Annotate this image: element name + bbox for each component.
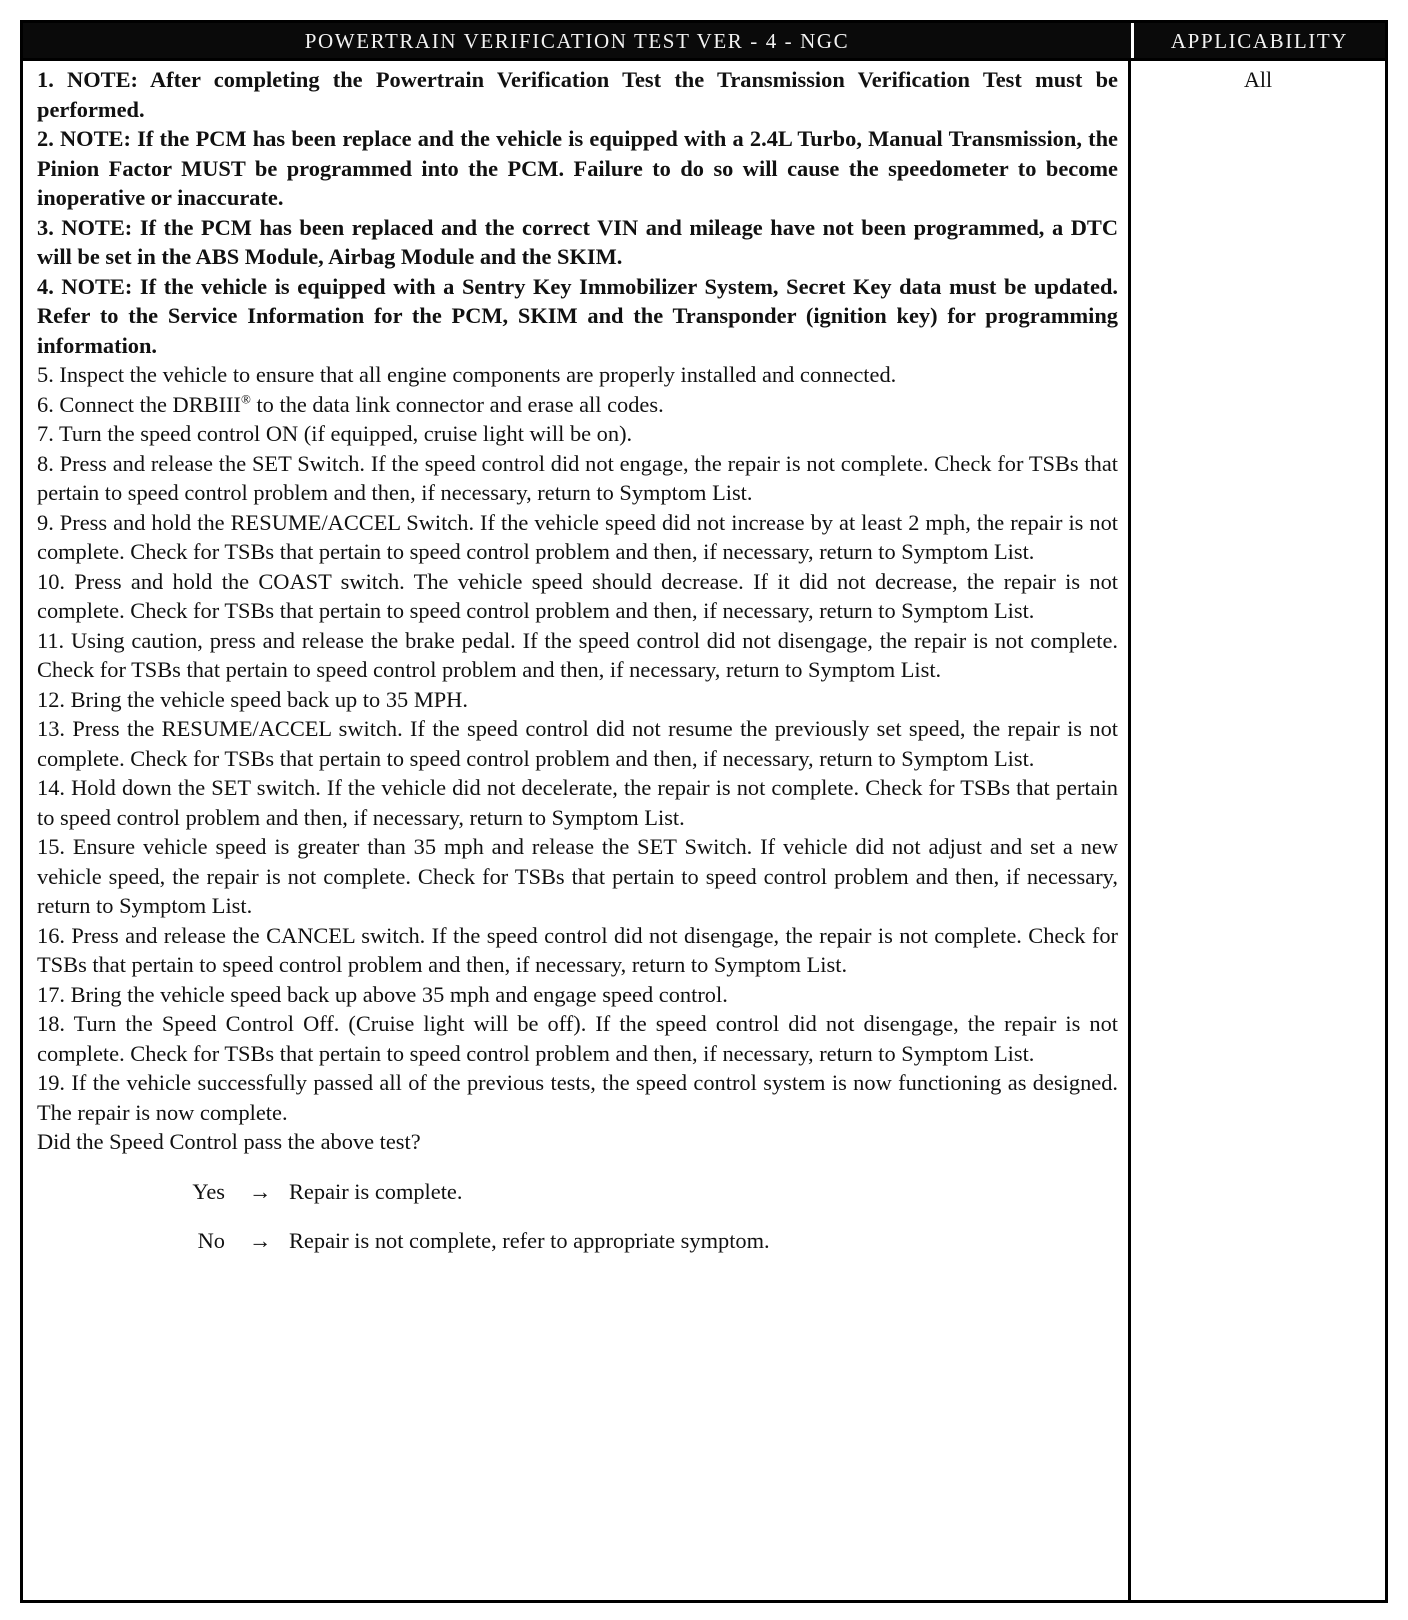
step-1-note: 1. NOTE: After completing the Powertrain Verification Test the Transmission Verification Test must be performed. [37,67,1118,122]
answer-yes-text: Repair is complete. [289,1178,463,1204]
step-15: 15. Ensure vehicle speed is greater than 35 mph and release the SET Switch. If vehicle did not adjust and set a new vehicle speed, the repair is not complete. Check for TSBs that pertain to speed control problem and then, if necessary, return to Symptom List. [37,834,1118,918]
step-12: 12. Bring the vehicle speed back up to 35 MPH. [37,686,468,712]
step-9: 9. Press and hold the RESUME/ACCEL Switch. If the vehicle speed did not increase by at least 2 mph, the repair is not complete. Check for TSBs that pertain to speed control problem and then, if necessary, return to Symptom List. [37,509,1118,564]
procedure-steps [23,61,1131,1600]
step-14: 14. Hold down the SET switch. If the vehicle did not decelerate, the repair is not complete. Check for TSBs that pertain to speed control problem and then, if necessary, return to Symptom List. [37,775,1118,830]
applicability-header: APPLICABILITY [1170,29,1349,53]
step-18: 18. Turn the Speed Control Off. (Cruise light will be off). If the speed control did not disengage, the repair is not complete. Check for TSBs that pertain to speed control problem and then, if necessary, return to Symptom List. [37,1011,1118,1066]
step-10: 10. Press and hold the COAST switch. The vehicle speed should decrease. If it did not decrease, the repair is not complete. Check for TSBs that pertain to speed control problem and then, if necessary, return to Symptom List. [37,568,1118,623]
step-16: 16. Press and release the CANCEL switch. If the speed control did not disengage, the repair is not complete. Check for TSBs that pertain to speed control problem and then, if necessary, return to Symptom List. [37,922,1118,977]
step-13: 13. Press the RESUME/ACCEL switch. If the speed control did not resume the previously set speed, the repair is not complete. Check for TSBs that pertain to speed control problem and then, if necessary, return to Symptom List. [37,716,1118,771]
step-11: 11. Using caution, press and release the brake pedal. If the speed control did not disengage, the repair is not complete. Check for TSBs that pertain to speed control problem and then, if necessary, return to Symptom List. [37,627,1118,682]
step-7: 7. Turn the speed control ON (if equipped, cruise light will be on). [37,421,633,446]
answer-list [37,1177,1118,1256]
step-3-note: 3. NOTE: If the PCM has been replaced and the correct VIN and mileage have not been programmed, a DTC will be set in the ABS Module, Airbag Module and the SKIM. [37,214,1118,269]
table-header [23,23,1385,61]
answer-yes-key: Yes [192,1178,225,1204]
test-question: Did the Speed Control pass the above test? [37,1129,421,1154]
registered-mark: ® [240,391,251,407]
answer-no [37,1226,1118,1256]
step-5: 5. Inspect the vehicle to ensure that all engine components are properly installed and connected. [37,362,897,387]
step-8: 8. Press and release the SET Switch. If the speed control did not engage, the repair is not complete. Check for TSBs that pertain to speed control problem and then, if necessary, return to Symptom List. [37,450,1118,505]
step-19: 19. If the vehicle successfully passed all of the previous tests, the speed control system is now functioning as designed. The repair is now complete. [37,1070,1118,1125]
verification-test-table [20,20,1388,1603]
answer-yes [37,1177,1118,1207]
applicability-value: All [1243,67,1273,92]
step-6: 6. Connect the DRBIII® to the data link connector and erase all codes. [37,391,664,417]
answer-no-text: Repair is not complete, refer to appropriate symptom. [289,1228,770,1253]
step-4-note: 4. NOTE: If the vehicle is equipped with a Sentry Key Immobilizer System, Secret Key data must be updated. Refer to the Service Information for the PCM, SKIM and the Transponder (ignition key) for programming information. [37,273,1118,358]
answer-no-key: No [197,1228,225,1253]
table-title: POWERTRAIN VERIFICATION TEST VER - 4 - NGC [23,23,1134,58]
step-2-note: 2. NOTE: If the PCM has been replace and the vehicle is equipped with a 2.4L Turbo, Manual Transmission, the Pinion Factor MUST be programmed into the PCM. Failure to do so will cause the speedometer to become inoperative or inaccurate. [37,126,1118,210]
arrow-right-icon: → [249,1178,272,1204]
table-body [23,61,1385,1600]
arrow-right-icon: → [249,1228,272,1253]
step-17: 17. Bring the vehicle speed back up above 35 mph and engage speed control. [37,981,728,1007]
